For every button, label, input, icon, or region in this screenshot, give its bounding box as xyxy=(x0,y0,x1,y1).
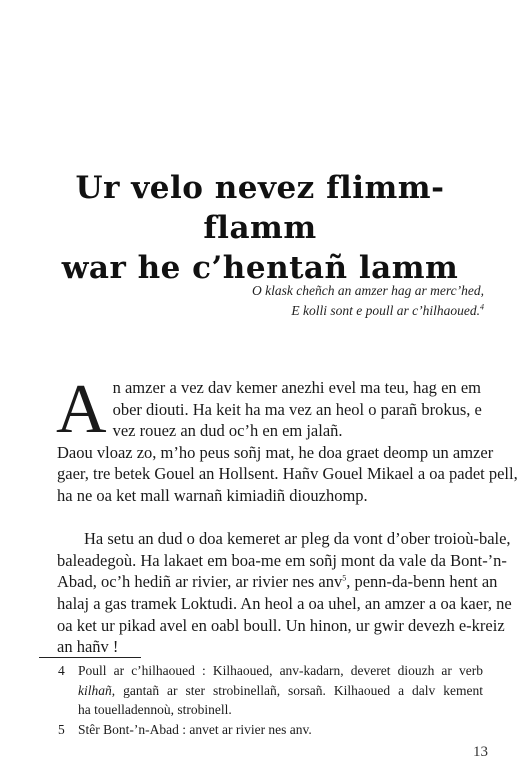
chapter-title xyxy=(40,168,480,288)
drop-cap: A xyxy=(56,371,107,448)
title-line-2: war he c’hentañ lamm xyxy=(61,250,459,286)
page-number: 13 xyxy=(473,744,488,760)
epigraph-line-2: E kolli sont e poull ar c’hilhaoued.$^4$ xyxy=(291,302,484,318)
epigraph-line-1: O klask cheñch an amzer hag ar merc’hed, xyxy=(252,283,484,298)
footnote-line: ha touelladennoù, strobinell. xyxy=(78,702,232,717)
footnote-4 xyxy=(58,661,483,720)
text-line: vez rouez an dud oc’h en em jalañ. xyxy=(112,421,343,441)
text-line: n amzer a vez dav kemer anezhi evel ma teu, hag en em xyxy=(112,378,481,397)
footnote-ref-5: 5 xyxy=(342,573,347,583)
footnote-line: Poull ar c’hilhaoued : Kilhaoued, anv-kadarn, deveret diouzh ar verb xyxy=(78,663,483,678)
footnote-5 xyxy=(58,720,483,740)
text-line: ober diouti. Ha keit ha ma vez an heol o parañ brokus, e xyxy=(112,399,482,419)
text-line: Ha setu an dud o doa kemeret ar pleg da vont d’ober troioù-bale, xyxy=(84,529,511,549)
epigraph xyxy=(154,281,484,321)
footnotes xyxy=(58,661,483,739)
footnote-number: 4 xyxy=(58,663,65,678)
footnote-number: 5 xyxy=(58,721,65,737)
footnote-line: Stêr Bont-’n-Abad : anvet ar rivier nes anv. xyxy=(78,721,312,737)
footnote-ref-4: 4 xyxy=(480,302,484,312)
text-line: baleadegoù. Ha lakaet em boa-me em soñj mont da vale da Bont-’n- xyxy=(57,550,507,570)
text-line: halaj a gas tramek Loktudi. An heol a oa uhel, an amzer a oa kaer, ne xyxy=(57,593,512,613)
text-line: ha ne oa ket mall warnañ kimiadiñ diouzhomp. xyxy=(57,485,368,505)
text-line: an hañv ! xyxy=(57,637,119,657)
title-line-1: Ur velo nevez flimm-flamm xyxy=(75,170,445,246)
footnote-separator xyxy=(39,657,141,658)
text-line: gaer, tre betek Gouel an Hollsent. Hañv Gouel Mikael a oa padet pell, xyxy=(57,464,518,484)
paragraph-2 xyxy=(57,528,512,658)
text-line: Daou vloaz zo, m’ho peus soñj mat, he doa graet deomp un amzer xyxy=(57,442,494,462)
footnote-line: kilhañ, gantañ ar ster strobinellañ, sorsañ. Kilhaoued a dalv kement xyxy=(78,682,483,698)
body-text xyxy=(56,371,518,658)
text-line: Abad, oc’h hediñ ar rivier, ar rivier nes anv$^5$, penn-da-benn hent an xyxy=(57,572,498,592)
paragraph-1 xyxy=(56,371,518,507)
text-line: oa ket ur pikad avel en oabl boull. Un hinon, ur gwir devezh e-kreiz xyxy=(57,615,505,635)
